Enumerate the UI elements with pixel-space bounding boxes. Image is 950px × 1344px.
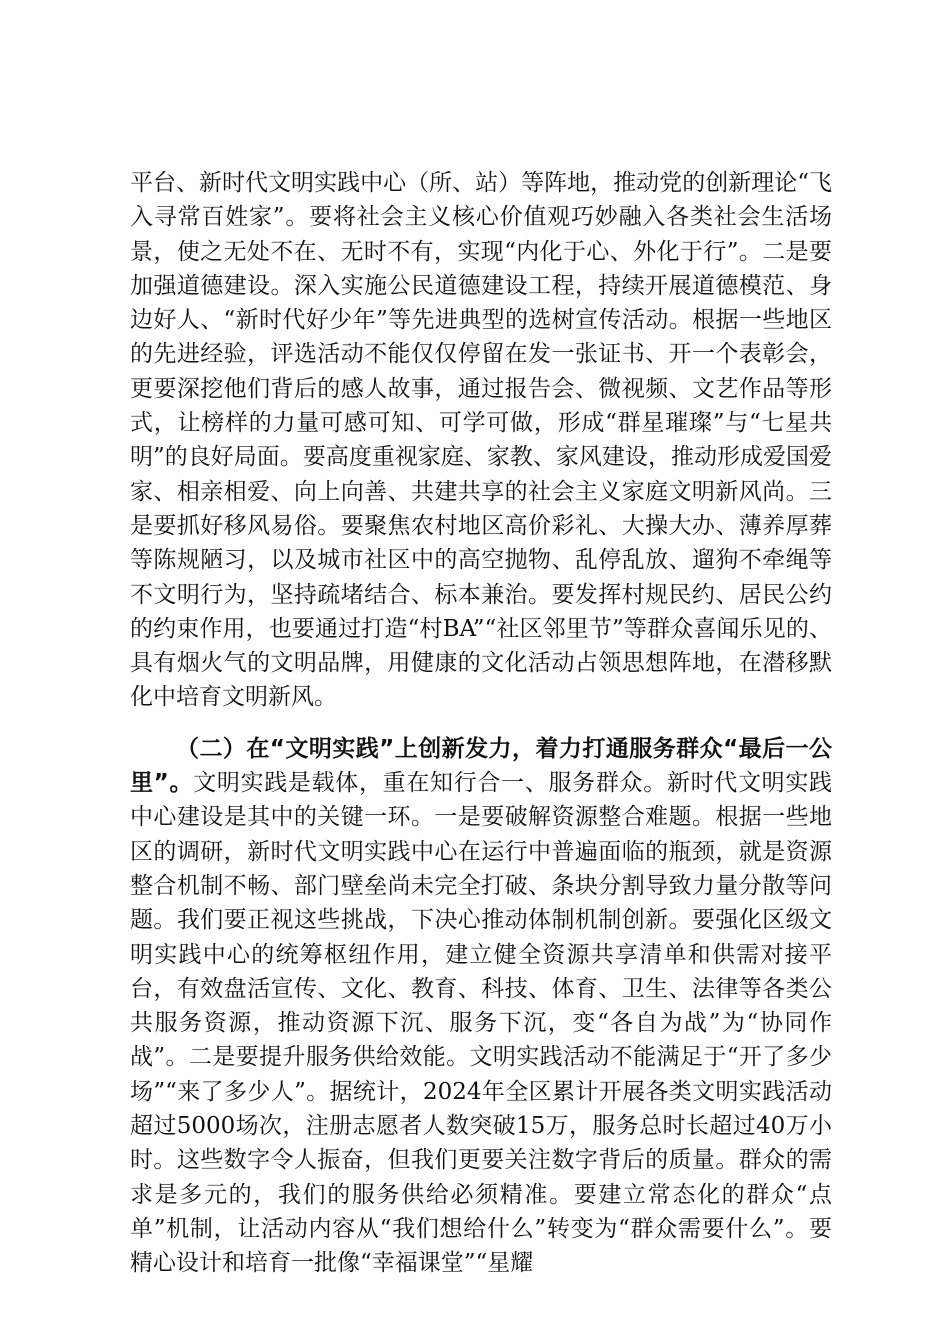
section-heading-2: （二）在“文明实践”上创新发力，着力打通服务群众“最后一公里”。 <box>130 735 832 797</box>
paragraph-2-body: 文明实践是载体，重在知行合一、服务群众。新时代文明实践中心建设是其中的关键一环。一是要破解资源整合难题。根据一些地区的调研，新时代文明实践中心在运行中普遍面临的瓶颈，就是资源整合机制不畅、部门壁垒尚未完全打破、条块分割导致力量分散等问题。我们要正视这些挑战，下决心推动体制机制创新。要强化区级文明实践中心的统筹枢纽作用，建立健全资源共享清单和供需对接平台，有效盘活宣传、文化、教育、科技、体育、卫生、法律等各类公共服务资源，推动资源下沉、服务下沉，变“各自为战”为“协同作战”。二是要提升服务供给效能。文明实践活动不能满足于“开了多少场”“来了多少人”。据统计，2024年全区累计开展各类文明实践活动超过5000场次，注册志愿者人数突破15万，服务总时长超过40万小时。这些数字令人振奋，但我们更要关注数字背后的质量。群众的需求是多元的，我们的服务供给必须精准。要建立常态化的群众“点单”机制，让活动内容从“我们想给什么”转变为“群众需要什么”。要精心设计和培育一批像“幸福课堂”“星耀 <box>130 770 833 1277</box>
document-body <box>130 166 832 1281</box>
paragraph-1: 平台、新时代文明实践中心（所、站）等阵地，推动党的创新理论“飞入寻常百姓家”。要将社会主义核心价值观巧妙融入各类社会生活场景，使之无处不在、无时不有，实现“内化于心、外化于行”。二是要加强道德建设。深入实施公民道德建设工程，持续开展道德模范、身边好人、“新时代好少年”等先进典型的选树宣传活动。根据一些地区的先进经验，评选活动不能仅仅停留在发一张证书、开一个表彰会，更要深挖他们背后的感人故事，通过报告会、微视频、文艺作品等形式，让榜样的力量可感可知、可学可做，形成“群星璀璨”与“七星共明”的良好局面。要高度重视家庭、家教、家风建设，推动形成爱国爱家、相亲相爱、向上向善、共建共享的社会主义家庭文明新风尚。三是要抓好移风易俗。要聚焦农村地区高价彩礼、大操大办、薄养厚葬等陈规陋习，以及城市社区中的高空抛物、乱停乱放、遛狗不牵绳等不文明行为，坚持疏堵结合、标本兼治。要发挥村规民约、居民公约的约束作用，也要通过打造“村BA”“社区邻里节”等群众喜闻乐见的、具有烟火气的文明品牌，用健康的文化活动占领思想阵地，在潜移默化中培育文明新风。 <box>130 170 832 711</box>
paragraph-2 <box>130 732 832 1281</box>
